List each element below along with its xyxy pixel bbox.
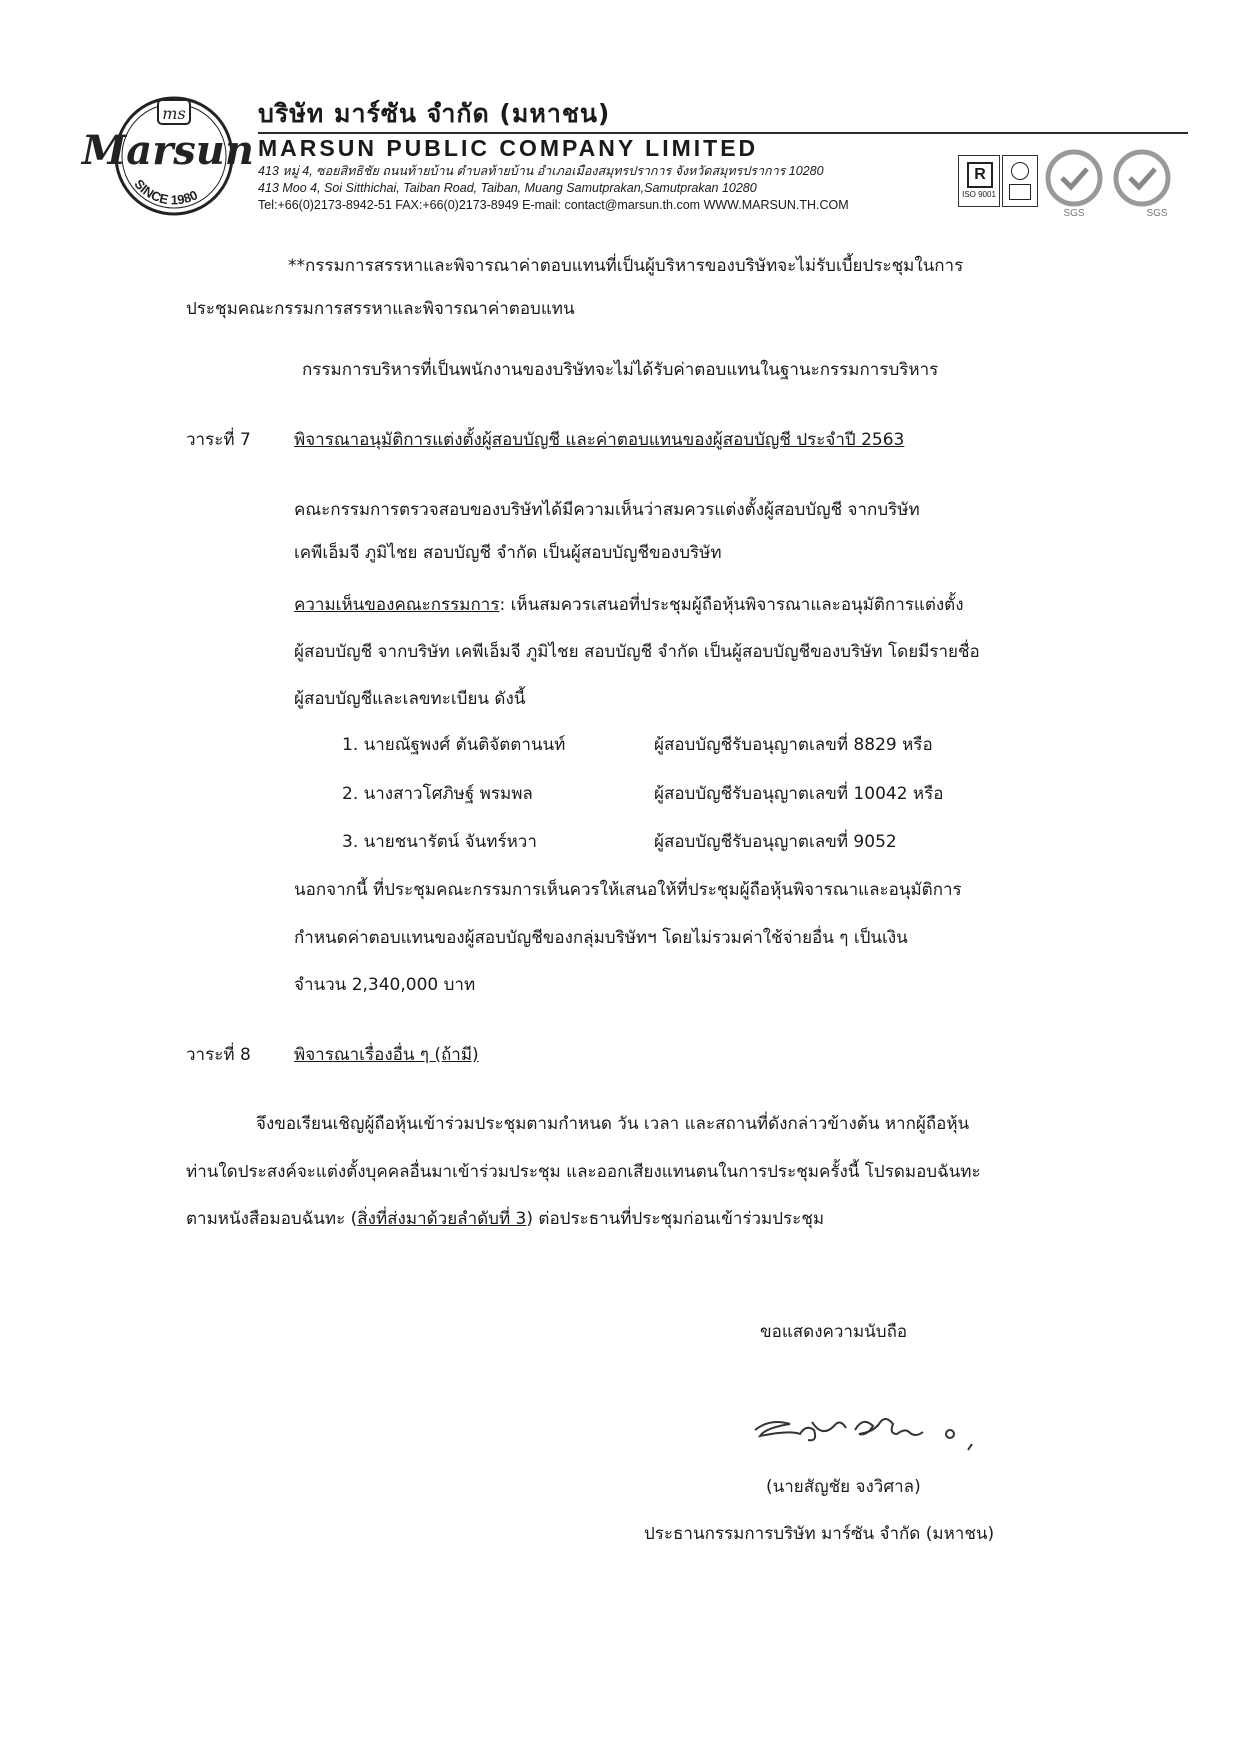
address-en: 413 Moo 4, Soi Sitthichai, Taiban Road, Taiban, Muang Samutprakan,Samutprakan 10280 <box>258 181 757 195</box>
auditor-2-license: ผู้สอบบัญชีรับอนุญาตเลขที่ 10042 หรือ <box>654 784 944 804</box>
closing-line1: จึงขอเรียนเชิญผู้ถือหุ้นเข้าร่วมประชุมตามกำหนด วัน เวลา และสถานที่ดังกล่าวข้างต้น หากผู้ถือหุ้น <box>256 1114 970 1134</box>
auditor-1-name: 1. นายณัฐพงศ์ ตันติจัตตานนท์ <box>342 735 566 755</box>
agenda8-label: วาระที่ 8 <box>186 1045 251 1065</box>
auditor-1-license: ผู้สอบบัญชีรับอนุญาตเลขที่ 8829 หรือ <box>654 735 933 755</box>
signer-position: ประธานกรรมการบริษัท มาร์ซัน จำกัด (มหาชน) <box>644 1524 995 1544</box>
closing-line2: ท่านใดประสงค์จะแต่งตั้งบุคคลอื่นมาเข้าร่วมประชุม และออกเสียงแทนตนในการประชุมครั้งนี้ โปรดมอบฉันทะ <box>186 1162 981 1182</box>
sgs-label-2: SGS <box>1146 208 1168 218</box>
address-th: 413 หมู่ 4, ซอยสิทธิชัย ถนนท้ายบ้าน ตำบลท้ายบ้าน อำเภอเมืองสมุทรปราการ จังหวัดสมุทรปราการ 10280 <box>258 164 824 178</box>
note-nomination-line2: ประชุมคณะกรรมการสรรหาและพิจารณาค่าตอบแทน <box>186 299 575 319</box>
signer-name: (นายสัญชัย จงวิศาล) <box>766 1477 921 1497</box>
logo-since: SINCE 1980 <box>131 176 200 208</box>
board-opinion-line3: ผู้สอบบัญชีและเลขทะเบียน ดังนี้ <box>294 689 526 709</box>
board-opinion-label: ความเห็นของคณะกรรมการ <box>294 595 500 615</box>
company-name-en: MARSUN PUBLIC COMPANY LIMITED <box>258 135 759 161</box>
board-opinion-line1: ความเห็นของคณะกรรมการ: เห็นสมควรเสนอที่ประชุมผู้ถือหุ้นพิจารณาและอนุมัติการแต่งตั้ง <box>294 595 964 615</box>
auditor-3-name: 3. นายชนารัตน์ จันทร์หวา <box>342 832 537 852</box>
handwritten-signature <box>750 1400 1000 1460</box>
agenda7-title: พิจารณาอนุมัติการแต่งตั้งผู้สอบบัญชี และค่าตอบแทนของผู้สอบบัญชี ประจำปี 2563 <box>294 430 905 450</box>
agenda7-fee: จำนวน 2,340,000 บาท <box>294 975 476 995</box>
sgs-cert-icons <box>1042 148 1182 218</box>
marsun-logo <box>78 92 258 220</box>
agenda8-title: พิจารณาเรื่องอื่น ๆ (ถ้ามี) <box>294 1045 479 1065</box>
agenda7-p1-line2: เคพีเอ็มจี ภูมิไชย สอบบัญชี จำกัด เป็นผู้สอบบัญชีของบริษัท <box>294 543 722 563</box>
iso-cert-badge: R ISO 9001 <box>958 155 1000 207</box>
sgs-label-1: SGS <box>1063 208 1085 218</box>
logo-monogram: ms <box>162 104 186 123</box>
contact-line: Tel:+66(0)2173-8942-51 FAX:+66(0)2173-8949 E-mail: contact@marsun.th.com WWW.MARSUN.TH.COM <box>258 198 849 212</box>
board-opinion-line2: ผู้สอบบัญชี จากบริษัท เคพีเอ็มจี ภูมิไชย สอบบัญชี จำกัด เป็นผู้สอบบัญชีของบริษัท โดยมีรายชื่อ <box>294 642 980 662</box>
agenda7-label: วาระที่ 7 <box>186 430 251 450</box>
agenda7-p2-line1: นอกจากนี้ ที่ประชุมคณะกรรมการเห็นควรให้เสนอให้ที่ประชุมผู้ถือหุ้นพิจารณาและอนุมัติการ <box>294 880 962 900</box>
agenda7-p2-line2: กำหนดค่าตอบแทนของผู้สอบบัญชีของกลุ่มบริษัทฯ โดยไม่รวมค่าใช้จ่ายอื่น ๆ เป็นเงิน <box>294 928 908 948</box>
company-name-th: บริษัท มาร์ซัน จำกัด (มหาชน) <box>258 99 611 128</box>
auditor-3-license: ผู้สอบบัญชีรับอนุญาตเลขที่ 9052 <box>654 832 897 852</box>
note-executive: กรรมการบริหารที่เป็นพนักงานของบริษัทจะไม่ได้รับค่าตอบแทนในฐานะกรรมการบริหาร <box>302 360 939 380</box>
logo-brand: Marsun <box>82 127 254 174</box>
auditor-2-name: 2. นางสาวโศภิษฐ์ พรมพล <box>342 784 533 804</box>
note-nomination-line1: **กรรมการสรรหาและพิจารณาค่าตอบแทนที่เป็นผู้บริหารของบริษัทจะไม่รับเบี้ยประชุมในการ <box>288 256 964 276</box>
enclosure-reference: สิ่งที่ส่งมาด้วยลำดับที่ 3 <box>357 1209 527 1229</box>
ukas-cert-badge <box>1002 155 1038 207</box>
regards: ขอแสดงความนับถือ <box>760 1322 908 1342</box>
header-rule <box>258 132 1188 134</box>
agenda7-p1-line1: คณะกรรมการตรวจสอบของบริษัทได้มีความเห็นว่าสมควรแต่งตั้งผู้สอบบัญชี จากบริษัท <box>294 500 920 520</box>
closing-line3: ตามหนังสือมอบฉันทะ (สิ่งที่ส่งมาด้วยลำดับที่ 3) ต่อประธานที่ประชุมก่อนเข้าร่วมประชุม <box>186 1209 825 1229</box>
